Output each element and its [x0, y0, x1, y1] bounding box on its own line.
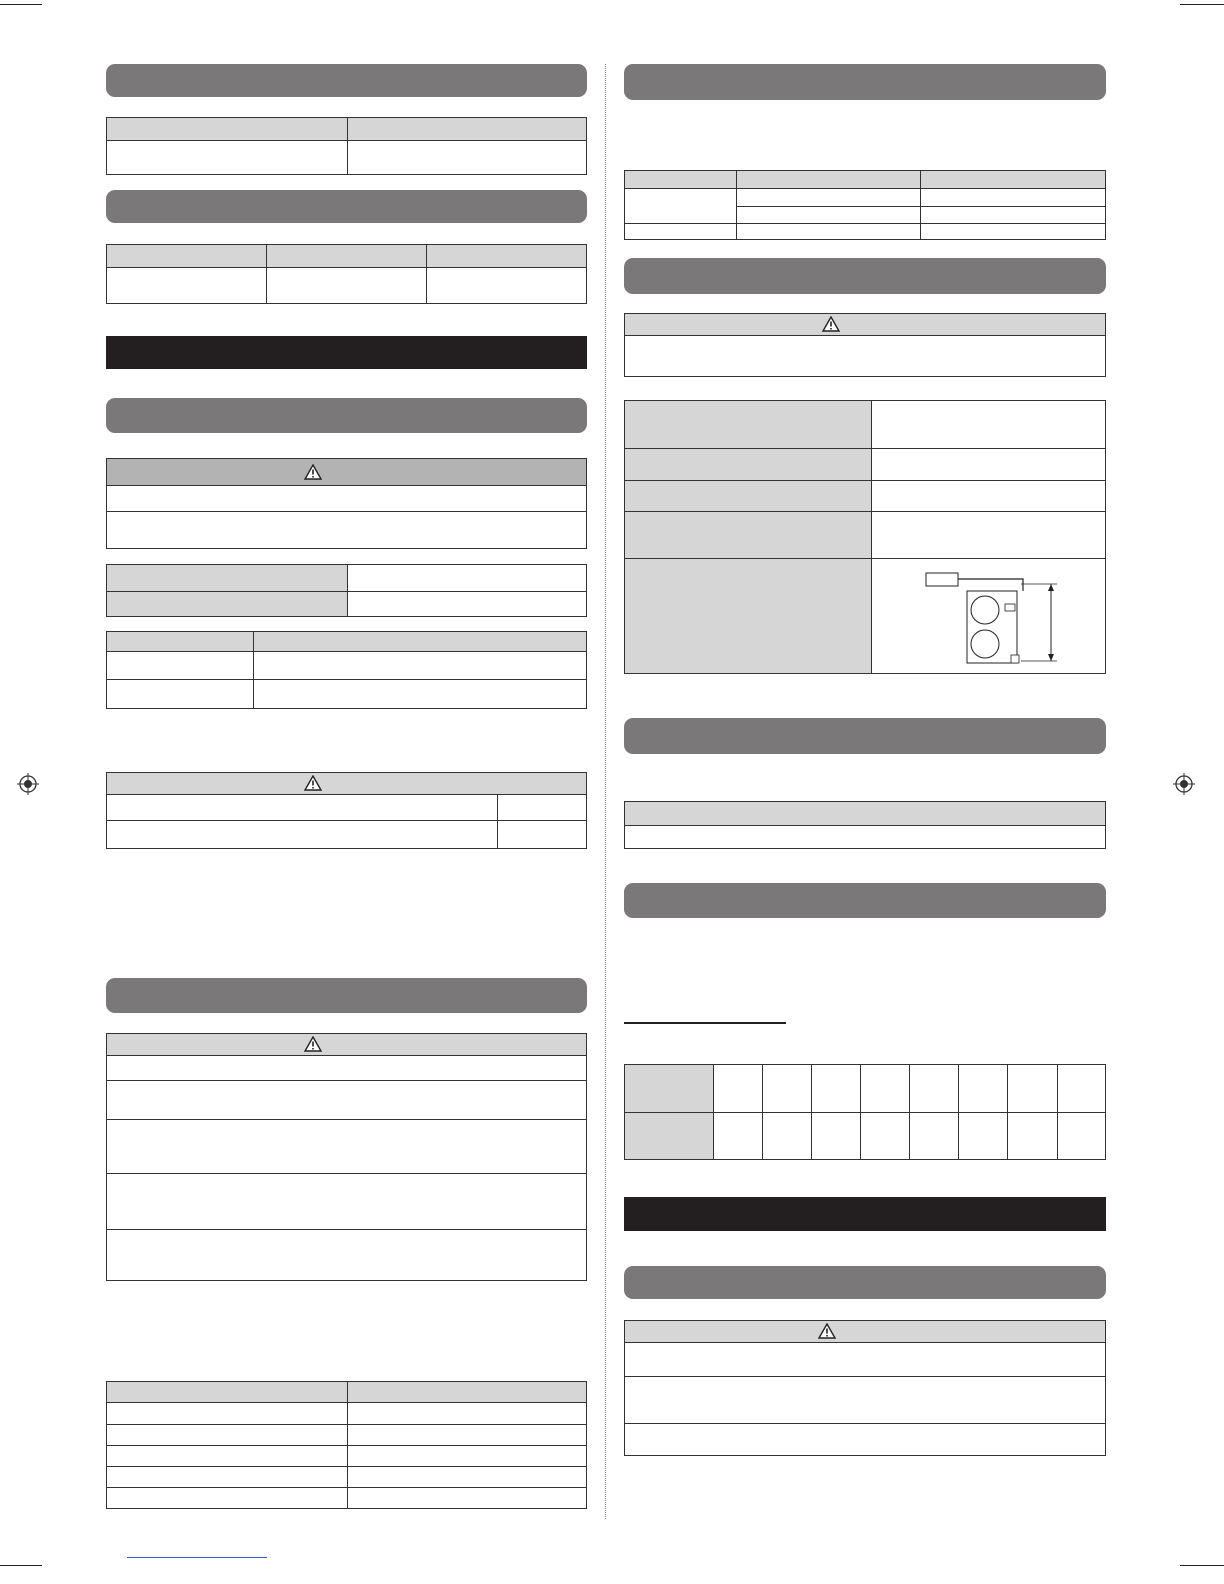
spec-table: [624, 170, 1106, 240]
section-header-bar: [624, 258, 1106, 294]
warning-header: [625, 314, 1105, 335]
column-divider: [605, 64, 606, 1519]
warning-header: [107, 773, 586, 794]
table-header-row: [107, 632, 586, 651]
spec-table: [106, 244, 587, 304]
table-header-row: [625, 802, 1105, 825]
crop-mark-top-right: [1180, 4, 1224, 5]
table-header-row: [625, 171, 1105, 188]
registration-mark-icon: [1173, 773, 1195, 795]
warning-triangle-icon: [304, 464, 322, 480]
chapter-header-bar: [106, 336, 587, 369]
warning-header: [107, 1034, 586, 1055]
warning-triangle-icon: [818, 1323, 836, 1339]
spec-table: [106, 1381, 587, 1509]
warning-triangle-icon: [822, 316, 840, 332]
warning-header: [107, 459, 586, 485]
section-header-bar: [106, 398, 587, 433]
crop-mark-bottom-left: [0, 1565, 42, 1566]
warning-triangle-icon: [304, 1036, 322, 1052]
chapter-header-bar: [624, 1197, 1106, 1231]
warning-box: [106, 1033, 587, 1281]
crop-mark-bottom-right: [1180, 1565, 1224, 1566]
footer-link-underline[interactable]: [127, 1557, 267, 1558]
spec-table: [624, 801, 1106, 849]
subheading-underline: [624, 1022, 786, 1024]
section-header-bar: [624, 64, 1106, 100]
warning-box: [106, 458, 587, 549]
value-grid-table: [624, 1064, 1106, 1160]
warning-box: [624, 313, 1106, 377]
warning-box: [106, 772, 587, 849]
installation-requirements-table: [624, 400, 1106, 674]
outdoor-unit-diagram: [921, 571, 1071, 667]
section-header-bar: [624, 883, 1106, 918]
section-header-bar: [624, 718, 1106, 754]
warning-header: [625, 1321, 1105, 1342]
section-header-bar: [624, 1266, 1106, 1299]
spec-table: [106, 117, 587, 175]
spec-table: [106, 631, 587, 709]
registration-mark-icon: [17, 773, 39, 795]
warning-triangle-icon: [304, 775, 322, 791]
table-header-row: [107, 245, 586, 267]
section-header-bar: [106, 190, 587, 223]
spec-table: [106, 564, 587, 617]
crop-mark-top-left: [0, 4, 42, 5]
section-header-bar: [106, 978, 587, 1013]
section-header-bar: [106, 64, 587, 97]
warning-box: [624, 1320, 1106, 1456]
